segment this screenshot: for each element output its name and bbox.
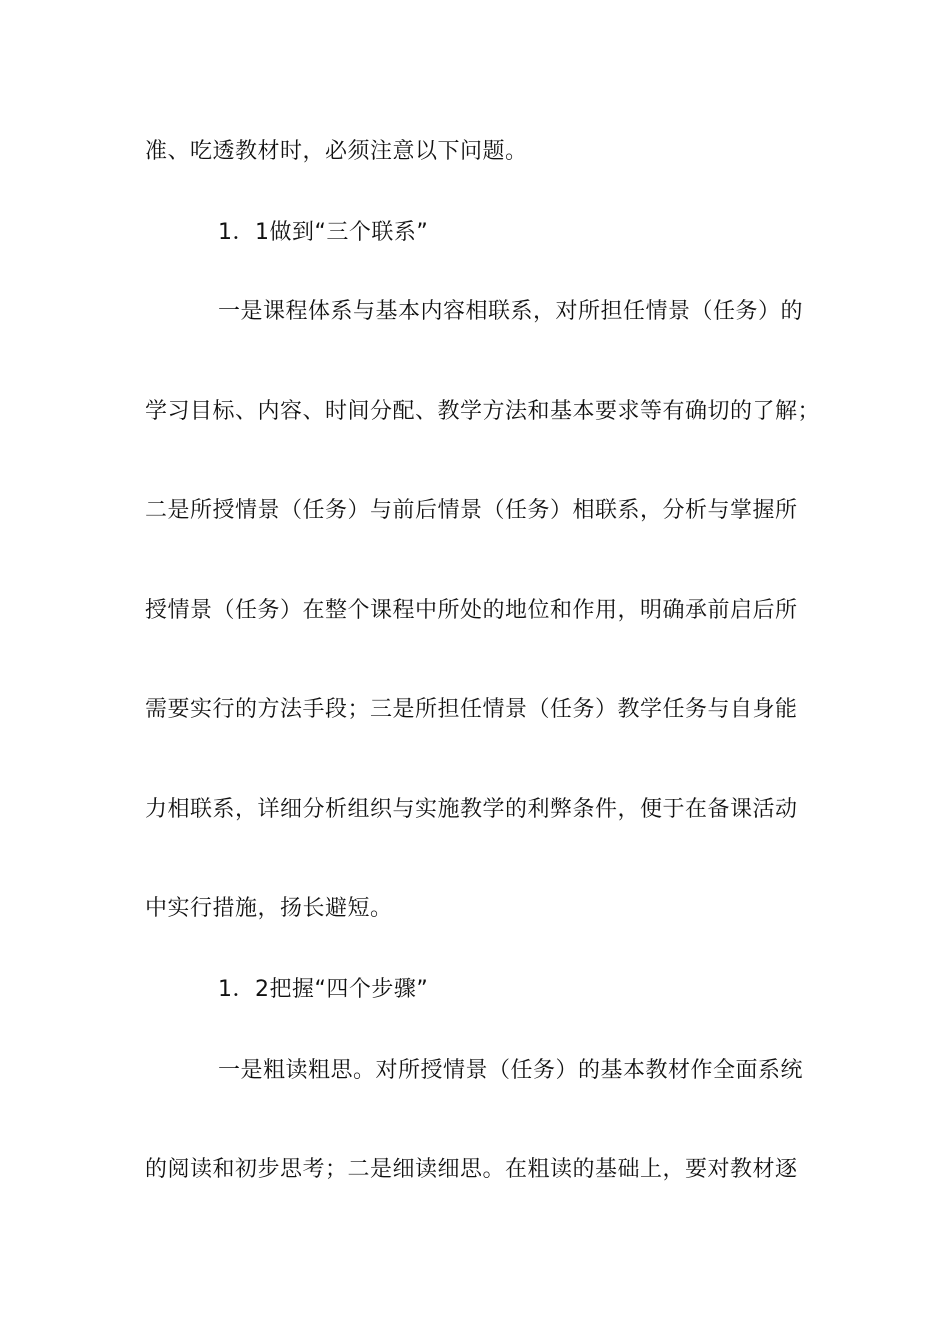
text-line-5: 二是所授情景（任务）与前后情景（任务）相联系，分析与掌握所 bbox=[145, 498, 798, 523]
section-heading-1-1: 1．1做到“三个联系” bbox=[218, 220, 429, 245]
text-line-7: 需要实行的方法手段；三是所担任情景（任务）教学任务与自身能 bbox=[145, 697, 798, 722]
text-line-9: 中实行措施，扬长避短。 bbox=[145, 896, 393, 921]
text-line-1: 准、吃透教材时，必须注意以下问题。 bbox=[145, 139, 528, 164]
text-line-11: 一是粗读粗思。对所授情景（任务）的基本教材作全面系统 bbox=[218, 1058, 804, 1083]
text-line-8: 力相联系，详细分析组织与实施教学的利弊条件，便于在备课活动 bbox=[145, 797, 798, 822]
text-line-4: 学习目标、内容、时间分配、教学方法和基本要求等有确切的了解； bbox=[145, 399, 821, 424]
text-line-12: 的阅读和初步思考；二是细读细思。在粗读的基础上，要对教材逐 bbox=[145, 1157, 798, 1182]
text-line-6: 授情景（任务）在整个课程中所处的地位和作用，明确承前启后所 bbox=[145, 598, 798, 623]
section-heading-1-2: 1．2把握“四个步骤” bbox=[218, 977, 429, 1002]
text-line-3: 一是课程体系与基本内容相联系，对所担任情景（任务）的 bbox=[218, 299, 804, 324]
